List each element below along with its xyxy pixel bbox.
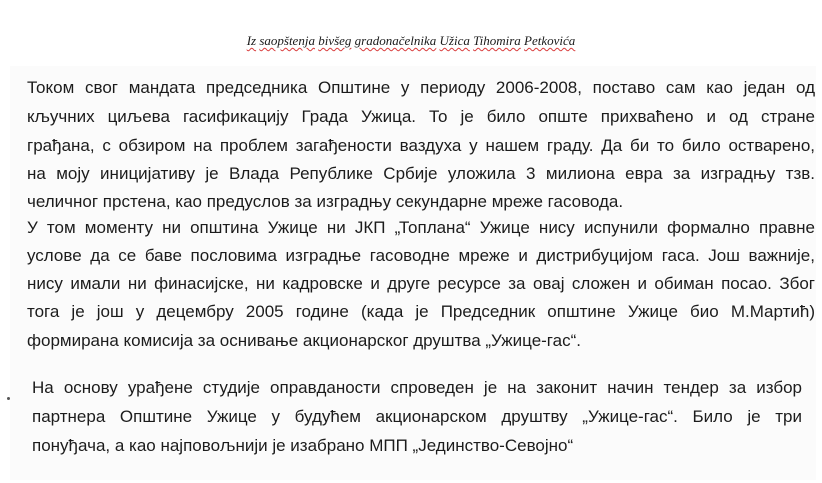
caption [0, 33, 822, 49]
text-line: формирана комисија за оснивање акционарског друштва „Ужице-гас“. [27, 331, 581, 350]
scan-speck [7, 397, 10, 400]
text-line: Током свог мандата председника Општине у периоду 2006-2008, поставо сам као један од [27, 78, 815, 97]
caption-word: Iz [246, 33, 257, 48]
text-line: челичног прстена, као предуслов за изградњу секундарне мреже гасовода. [27, 192, 624, 211]
caption-word: gradonačelnika [354, 33, 437, 48]
text-line: услове да се баве пословима изградње гасоводне мреже и дистрибуцијом гаса. Још важније, [27, 246, 815, 265]
caption-word: bivšeg [318, 33, 352, 48]
caption-word: Tihomira [473, 33, 521, 48]
text-line: У том моменту ни општина Ужице ни ЈКП „Топлана“ Ужице нису испунили формално правне [27, 218, 815, 237]
text-line: понуђача, а као најповољнији је изабрано МПП „Јединство-Севојно“ [32, 436, 574, 455]
text-line: грађана, с обзиром на проблем загађености ваздуха у нашем граду. Да би то било остварено, [27, 136, 815, 155]
text-line: На основу урађене студије оправданости спроведен је на законит начин тендер за избор [32, 378, 802, 397]
text-line: на моју иницијативу је Влада Републике Србије уложила 3 милиона евра за изградњу тзв. [27, 164, 815, 183]
text-line: нису имали ни финасијске, ни кадровске и друге ресурсе за овај сложен и обиман посао. Због [27, 274, 815, 293]
text-line: кључних циљева гасификацију Града Ужица. То је било опште прихваћено и од стране [27, 107, 815, 126]
scanned-statement [10, 66, 816, 480]
caption-word: Užica [439, 33, 470, 48]
caption-word: Petkovića [524, 33, 576, 48]
text-line: партнера Општине Ужице у будућем акционарском друштву „Ужице-гас“. Било је три [32, 407, 802, 426]
text-line: тога је још у децембру 2005 године (када је Председник општине Ужице био М.Мартић) [27, 302, 815, 321]
caption-word: saopštenja [259, 33, 315, 48]
